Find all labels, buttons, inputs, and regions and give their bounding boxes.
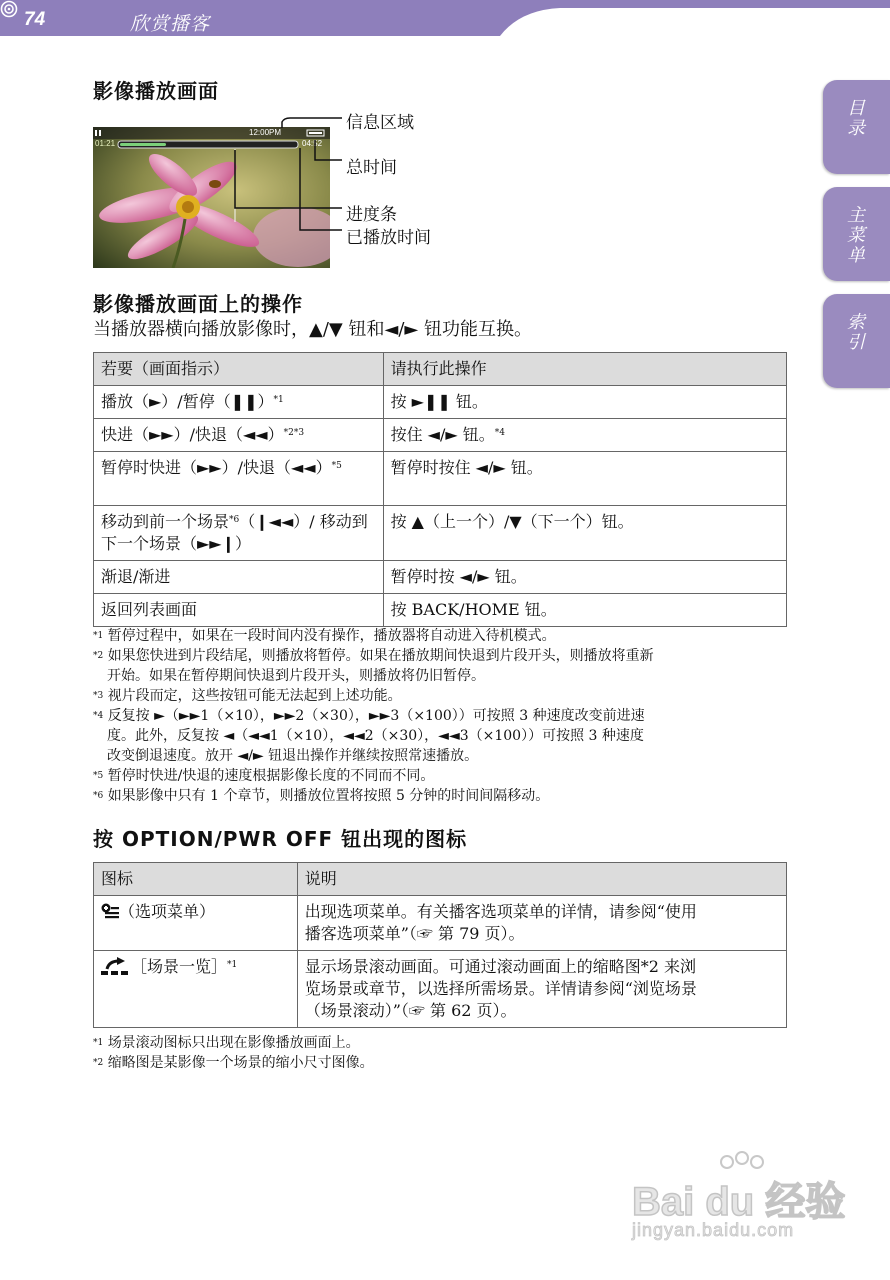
footnote-text: 缩略图是某影像一个场景的缩小尺寸图像。	[107, 1055, 374, 1071]
operations-footnotes	[93, 626, 793, 806]
table-cell	[94, 452, 384, 506]
table-header: 请执行此操作	[383, 353, 786, 386]
screen-total: 04:52	[302, 139, 323, 148]
tab-main-menu-label: 主菜单	[844, 205, 865, 265]
table-row	[94, 452, 787, 506]
tab-index-label: 索引	[844, 312, 865, 352]
cell-text: 暂停时按 ◄/► 钮。	[390, 567, 527, 586]
table-header: 说明	[297, 863, 786, 896]
page-number: 74	[24, 9, 46, 30]
cell-text: 按 ►❚❚ 钮。	[390, 392, 488, 411]
table-header: 图标	[94, 863, 298, 896]
table-cell	[94, 896, 298, 951]
cell-text: 渐退/渐进	[101, 567, 171, 586]
table-row	[94, 506, 787, 561]
footnote-text: 暂停时快进/快退的速度根据影像长度的不同而不同。	[107, 768, 435, 784]
scene-list-icon	[101, 957, 131, 975]
footnote-text: 暂停过程中，如果在一段时间内没有操作，播放器将自动进入待机模式。	[107, 628, 556, 644]
cell-text: ［场景一览］	[131, 957, 228, 976]
cell-text: （场景滚动）”（☞ 第 62 页）。	[304, 1001, 517, 1020]
table-cell	[94, 419, 384, 452]
footnote-mark: *2	[93, 651, 104, 661]
cell-text: 按住 ◄/► 钮。	[390, 425, 495, 444]
footnote-mark: *4	[93, 711, 104, 721]
cell-text: 快进（►►）/快退（◄◄）	[101, 425, 284, 444]
note-mark: *4	[494, 428, 505, 438]
option-icons-table	[93, 862, 787, 1028]
table-cell	[94, 506, 384, 561]
option-icons-heading: 按 OPTION/PWR OFF 钮出现的图标	[93, 827, 468, 851]
table-row	[94, 951, 787, 1028]
footnote-mark: *1	[93, 631, 104, 641]
screen-elapsed: 01:21	[95, 139, 116, 148]
tab-index[interactable]	[823, 294, 890, 388]
footnote-mark: *3	[93, 691, 104, 701]
table-cell	[297, 951, 786, 1028]
cell-text: 出现选项菜单。有关播客选项菜单的详情，请参阅“使用	[304, 902, 697, 921]
callout-elapsed-time: 已播放时间	[346, 228, 431, 248]
footnote-mark: *1	[93, 1038, 104, 1048]
callout-progress-bar: 进度条	[346, 205, 397, 225]
table-cell	[383, 561, 786, 594]
table-cell	[383, 506, 786, 561]
table-header-row	[94, 863, 787, 896]
footnote-text: 视片段而定，这些按钮可能无法起到上述功能。	[107, 688, 402, 704]
option-icons-footnotes	[93, 1033, 793, 1073]
cell-text: 移动到前一个场景	[101, 512, 230, 531]
cell-text: （选项菜单）	[119, 902, 216, 921]
cell-text: 按 ▲（上一个）/▼（下一个）钮。	[390, 512, 634, 531]
callout-total-time: 总时间	[346, 158, 397, 178]
note-mark: *1	[227, 960, 238, 970]
footnote	[93, 646, 793, 666]
table-row	[94, 386, 787, 419]
footnote-continuation: 改变倒退速度。放开 ◄/► 钮退出操作并继续按照常速播放。	[107, 748, 479, 764]
cell-text: 显示场景滚动画面。可通过滚动画面上的缩略图*2 来浏	[304, 957, 696, 976]
footnote-continuation: 度。此外，反复按 ◄（◄◄1（×10），◄◄2（×30），◄◄3（×100））可按照 3 种速度	[107, 728, 644, 744]
footnote-text: 反复按 ►（►►1（×10），►►2（×30），►►3（×100））可按照 3 种速度改变前进速	[107, 708, 645, 724]
playback-screen-heading: 影像播放画面	[93, 79, 219, 103]
footnote	[93, 766, 793, 786]
cell-text: 暂停时快进（►►）/快退（◄◄）	[101, 458, 332, 477]
table-cell	[383, 419, 786, 452]
footnote	[93, 706, 793, 726]
note-mark: *2*3	[283, 428, 305, 438]
footnote	[93, 1053, 793, 1073]
table-row	[94, 561, 787, 594]
cell-text: 按 BACK/HOME 钮。	[390, 600, 557, 619]
table-cell	[383, 386, 786, 419]
option-menu-icon	[101, 903, 119, 919]
table-cell	[297, 896, 786, 951]
cell-text: 暂停时按住 ◄/► 钮。	[390, 458, 543, 477]
table-header: 若要（画面指示）	[94, 353, 384, 386]
footnote-mark: *6	[93, 791, 104, 801]
cell-text: 播客选项菜单”（☞ 第 79 页）。	[304, 924, 525, 943]
cell-text: 返回列表画面	[101, 600, 198, 619]
screen-clock: 12:00PM	[249, 128, 282, 137]
table-cell	[383, 452, 786, 506]
operations-heading: 影像播放画面上的操作	[93, 292, 303, 316]
footnote-mark: *2	[93, 1058, 104, 1068]
footnote-mark: *5	[93, 771, 104, 781]
watermark-brand: Bai du 经验	[632, 1180, 846, 1224]
table-row	[94, 896, 787, 951]
tab-contents-label: 目录	[844, 98, 865, 138]
cell-text: （❙◄◄）/ 移动到下一个场景（►►❙）	[101, 512, 368, 553]
operations-subtitle: 当播放器横向播放影像时，▲/▼ 钮和◄/► 钮功能互换。	[93, 319, 532, 340]
table-header-row	[94, 353, 787, 386]
table-cell	[94, 386, 384, 419]
callout-lines	[0, 0, 890, 300]
section-title: 欣赏播客	[130, 13, 211, 35]
table-row	[94, 419, 787, 452]
footnote-text: 场景滚动图标只出现在影像播放画面上。	[107, 1035, 360, 1051]
table-cell	[94, 561, 384, 594]
footnote-text: 如果影像中只有 1 个章节，则播放位置将按照 5 分钟的时间间隔移动。	[107, 788, 550, 804]
note-mark: *5	[331, 461, 342, 471]
table-cell	[94, 951, 298, 1028]
footnote	[93, 686, 793, 706]
table-cell	[94, 594, 384, 627]
watermark-url: jingyan.baidu.com	[632, 1220, 795, 1240]
footnote	[93, 626, 793, 646]
baidu-watermark	[632, 1150, 852, 1250]
note-mark: *1	[273, 395, 284, 405]
table-row	[94, 594, 787, 627]
footnote-continuation: 开始。如果在暂停期间快退到片段开头，则播放将仍旧暂停。	[107, 668, 485, 684]
callout-info-area: 信息区域	[346, 113, 414, 133]
operations-table	[93, 352, 787, 627]
footnote-text: 如果您快进到片段结尾，则播放将暂停。如果在播放期间快退到片段开头，则播放将重新	[107, 648, 654, 664]
cell-text: 播放（►）/暂停（❚❚）	[101, 392, 274, 411]
note-mark: *6	[229, 515, 240, 525]
footnote	[93, 1033, 793, 1053]
table-cell	[383, 594, 786, 627]
cell-text: 览场景或章节，以选择所需场景。详情请参阅“浏览场景	[304, 979, 697, 998]
footnote	[93, 786, 793, 806]
